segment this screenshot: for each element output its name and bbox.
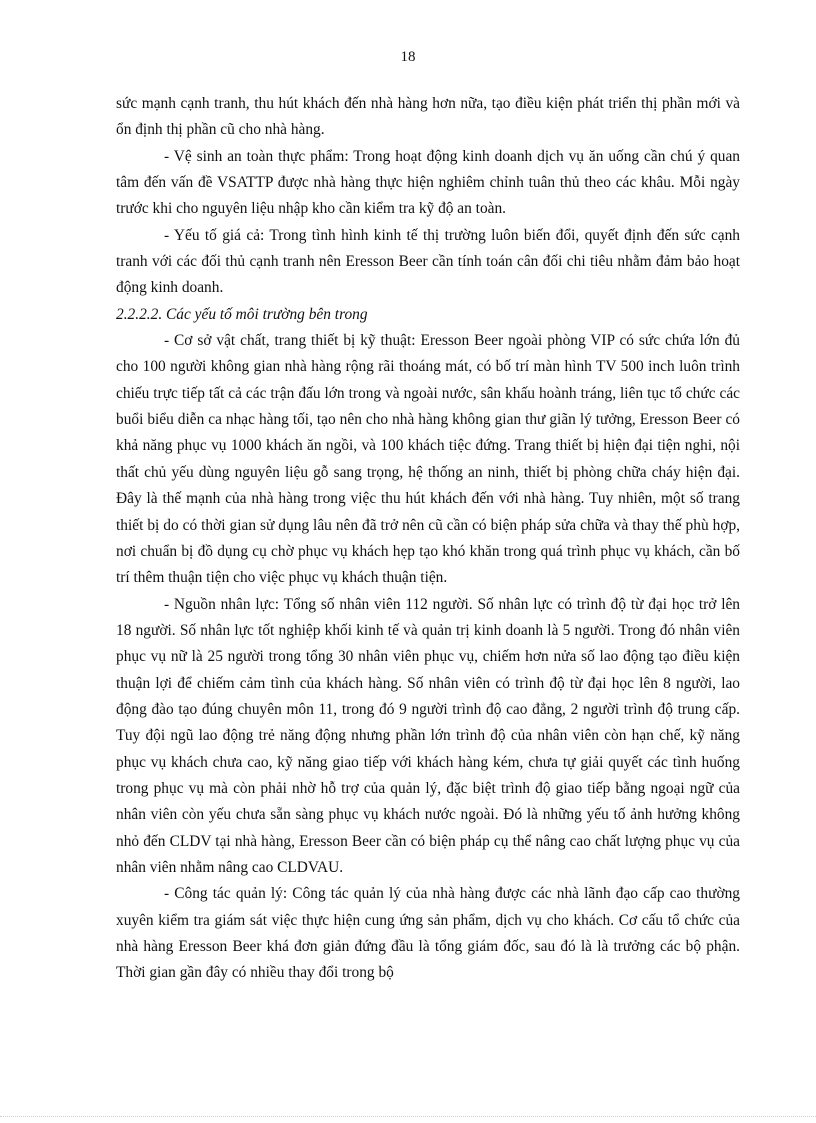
section-heading: 2.2.2.2. Các yếu tố môi trường bên trong: [116, 305, 368, 323]
page-number: 18: [400, 49, 416, 65]
paragraph-price-factor: - Yếu tố giá cả: Trong tình hình kinh tế thị trường luôn biến đổi, quyết định đến sức cạnh tranh với các đối thủ cạnh tranh nên Eresson Beer cần tính toán cân đối chi tiêu nhằm đảm bảo hoạt động kinh doanh.: [116, 226, 740, 297]
paragraph-management: - Công tác quản lý: Công tác quản lý của nhà hàng được các nhà lãnh đạo cấp cao thường xuyên kiểm tra giám sát việc thực hiện cung ứng sản phẩm, dịch vụ cho khách. Cơ cấu tổ chức của nhà hàng Eresson Beer khá đơn giản đứng đầu là tổng giám đốc, sau đó là là trưởng các bộ phận. Thời gian gần đây có nhiều thay đổi trong bộ: [116, 885, 740, 982]
paragraph-food-safety: - Vệ sinh an toàn thực phẩm: Trong hoạt động kinh doanh dịch vụ ăn uống cần chú ý quan tâm đến vấn đề VSATTP được nhà hàng thực hiện nghiêm chỉnh tuân thủ theo các khâu. Mỗi ngày trước khi cho nguyên liệu nhập kho cần kiểm tra kỹ độ an toàn.: [116, 147, 740, 218]
paragraph-continuation: sức mạnh cạnh tranh, thu hút khách đến nhà hàng hơn nữa, tạo điều kiện phát triển thị phần mới và ổn định thị phần cũ cho nhà hàng.: [116, 95, 740, 139]
document-body: [116, 91, 740, 987]
paragraph-human-resources: - Nguồn nhân lực: Tổng số nhân viên 112 người. Số nhân lực có trình độ từ đại học trở lên 18 người. Số nhân lực tốt nghiệp khối kinh tế và quản trị kinh doanh là 5 người. Trong đó nhân viên phục vụ nữ là 25 người trong tổng 30 nhân viên phục vụ, chiếm hơn nửa số lao động tạo điều kiện thuận lợi để chiếm cảm tình của khách hàng. Số nhân viên có trình độ từ đại học lên 8 người, lao động đào tạo đúng chuyên môn 11, trong đó 9 người trình độ cao đẳng, 2 người trình độ trung cấp. Tuy đội ngũ lao động trẻ năng động nhưng phần lớn trình độ của nhân viên còn hạn chế, kỹ năng phục vụ khách chưa cao, kỹ năng giao tiếp với khách hàng kém, chưa tự giải quyết các tình huống trong phục vụ mà còn phải nhờ hỗ trợ của quản lý, đặc biệt trình độ giao tiếp bằng ngoại ngữ của nhân viên còn yếu chưa sẵn sàng phục vụ khách nước ngoài. Đó là những yếu tố ảnh hưởng không nhỏ đến CLDV tại nhà hàng, Eresson Beer cần có biện pháp cụ thể nâng cao chất lượng phục vụ của nhân viên nhằm nâng cao CLDVAU.: [116, 595, 740, 876]
paragraph-facilities: - Cơ sở vật chất, trang thiết bị kỹ thuật: Eresson Beer ngoài phòng VIP có sức chứa lớn đủ cho 100 người không gian nhà hàng rộng rãi thoáng mát, có bố trí màn hình TV 500 inch luôn trình chiếu trực tiếp tất cả các trận đấu lớn trong và ngoài nước, sân khấu hoành tráng, liên tục tổ chức các buổi biểu diễn ca nhạc hàng tối, tạo nên cho nhà hàng không gian thư giãn lý tưởng, Eresson Beer có khả năng phục vụ 1000 khách ăn ngồi, và 100 khách tiệc đứng. Trang thiết bị hiện đại tiện nghi, nội thất chủ yếu dùng nguyên liệu gỗ sang trọng, hệ thống an ninh, thiết bị phòng chữa cháy hiện đại. Đây là thế mạnh của nhà hàng trong việc thu hút khách đến với nhà hàng. Tuy nhiên, một số trang thiết bị do có thời gian sử dụng lâu nên đã trở nên cũ cần có biện pháp sửa chữa và thay thế phù hợp, nơi chuẩn bị đồ dụng cụ chờ phục vụ khách hẹp tạo khó khăn trong quá trình phục vụ khách, cần bố trí thêm thuận tiện cho việc phục vụ khách thuận tiện.: [116, 332, 740, 587]
page-bottom-divider: [0, 1116, 816, 1117]
